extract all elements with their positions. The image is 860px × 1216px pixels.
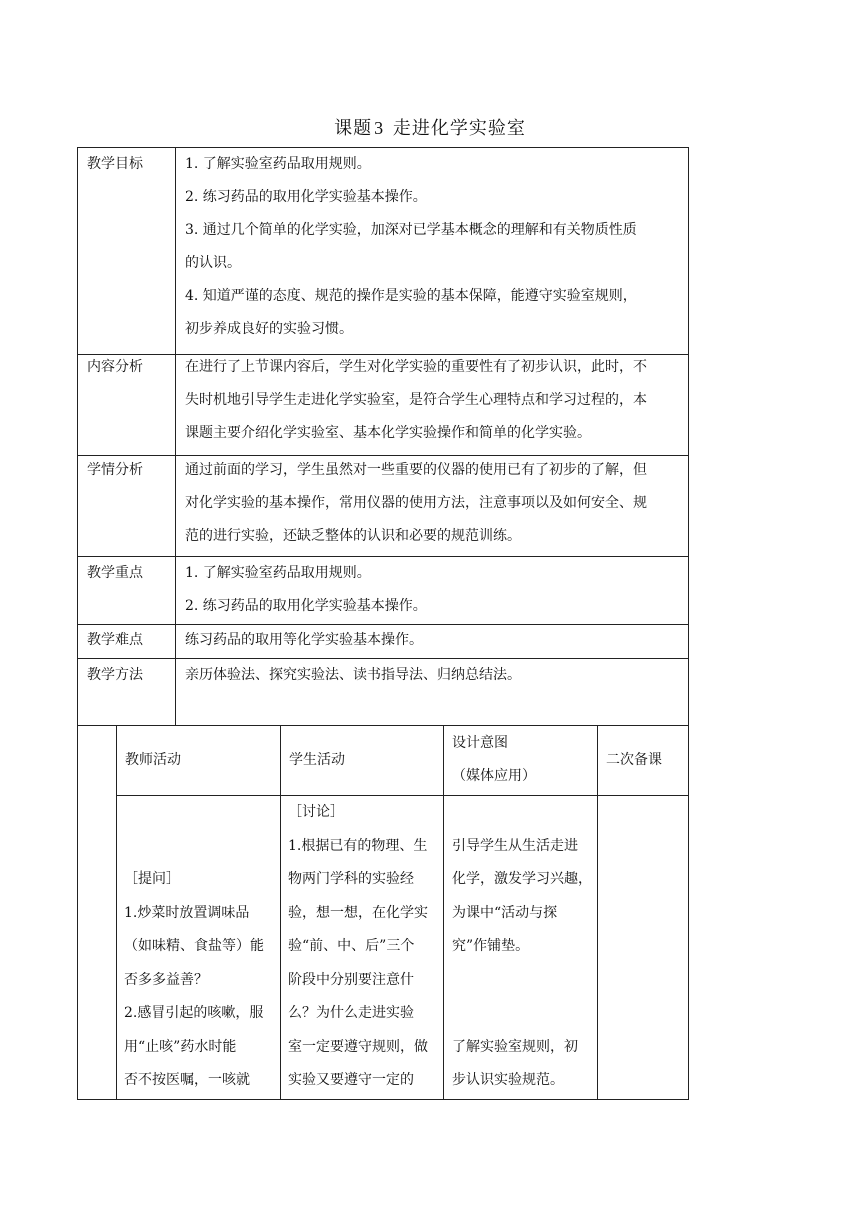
student-line: 阶段中分别要注意什 <box>288 971 414 988</box>
teacher-line: （如味精、食盐等）能 <box>124 938 264 954</box>
design-line: 了解实验室规则，初 <box>452 1038 578 1055</box>
row-label-method: 教学方法 <box>87 667 143 683</box>
goal-line: 4. 知道严谨的态度、规范的操作是实验的基本保障，能遵守实验室规则， <box>185 288 637 304</box>
student-line: 物两门学科的实验经 <box>288 871 414 887</box>
goal-line: 1. 了解实验室药品取用规则。 <box>185 156 371 172</box>
teacher-line: 1.炒菜时放置调味品 <box>124 904 250 921</box>
design-line: 引导学生从生活走进 <box>452 837 578 854</box>
border <box>443 725 444 1100</box>
design-line: 究”作铺垫。 <box>452 938 530 954</box>
teacher-line: ［提问］ <box>124 871 180 887</box>
students-analysis <box>185 454 682 553</box>
header-student: 学生活动 <box>289 752 345 768</box>
row-label-students: 学情分析 <box>87 462 143 478</box>
border <box>597 725 598 1100</box>
content-analysis <box>185 351 682 450</box>
row-label-difficulty: 教学难点 <box>87 632 143 648</box>
row-label-content: 内容分析 <box>87 359 143 375</box>
difficulty-line: 练习药品的取用等化学实验基本操作。 <box>185 632 423 648</box>
method-line: 亲历体验法、探究实验法、读书指导法、归纳总结法。 <box>185 667 521 683</box>
student-line: 验“前、中、后”三个 <box>288 938 415 954</box>
student-line: 实验又要遵守一定的 <box>288 1072 414 1088</box>
content-line: 失时机地引导学生走进化学实验室，是符合学生心理特点和学习过程的，本 <box>185 392 647 408</box>
border <box>175 147 176 725</box>
title-number: 3 <box>374 118 385 138</box>
student-line: 1.根据已有的物理、生 <box>288 837 428 854</box>
students-line: 范的进行实验，还缺乏整体的认识和必要的规范训练。 <box>185 528 521 544</box>
design-line <box>452 964 594 998</box>
teacher-activity <box>124 796 274 1098</box>
page-title <box>0 114 860 140</box>
student-line: 室一定要遵守规则，做 <box>288 1038 428 1055</box>
teaching-methods <box>185 659 682 692</box>
teacher-line: 用“止咳”药水时能 <box>124 1038 237 1055</box>
key-line: 1. 了解实验室药品取用规则。 <box>185 565 371 581</box>
border <box>77 1099 689 1100</box>
row-label-key: 教学重点 <box>87 565 143 581</box>
border <box>280 725 281 1100</box>
goal-line: 3. 通过几个简单的化学实验，加深对已学基本概念的理解和有关物质性质 <box>185 222 637 238</box>
student-line: 验，想一想，在化学实 <box>288 904 428 921</box>
header-design-media: （媒体应用） <box>452 768 536 784</box>
design-line: 步认识实验规范。 <box>452 1072 564 1088</box>
header-design: 设计意图 <box>452 735 508 751</box>
design-line <box>452 997 594 1031</box>
difficulty-points <box>185 624 682 657</box>
border <box>688 147 689 1100</box>
teacher-line <box>124 830 274 864</box>
content-line: 在进行了上节课内容后，学生对化学实验的重要性有了初步认识，此时，不 <box>185 359 647 375</box>
title-rest: 走进化学实验室 <box>392 118 526 139</box>
student-line: 么？为什么走进实验 <box>288 1005 414 1021</box>
design-intent <box>452 796 594 1098</box>
title-prefix: 课题 <box>334 118 373 139</box>
teacher-line: 2.感冒引起的咳嗽，服 <box>124 1005 264 1021</box>
key-points <box>185 557 682 623</box>
key-line: 2. 练习药品的取用化学实验基本操作。 <box>185 598 427 614</box>
design-line: 化学，激发学习兴趣， <box>452 871 592 887</box>
goal-line: 2. 练习药品的取用化学实验基本操作。 <box>185 189 427 205</box>
border <box>116 725 117 1100</box>
student-activity <box>288 796 438 1098</box>
header-backup: 二次备课 <box>606 752 662 768</box>
row-label-goal: 教学目标 <box>87 156 143 172</box>
student-line: ［讨论］ <box>288 804 344 820</box>
students-line: 通过前面的学习，学生虽然对一些重要的仪器的使用已有了初步的了解，但 <box>185 462 647 478</box>
border <box>77 147 78 1100</box>
design-line: 为课中“活动与探 <box>452 904 558 921</box>
teacher-line: 否不按医嘱，一咳就 <box>124 1072 250 1088</box>
students-line: 对化学实验的基本操作，常用仪器的使用方法，注意事项以及如何安全、规 <box>185 495 647 511</box>
design-line <box>452 796 594 830</box>
teacher-line <box>124 796 274 830</box>
goal-content <box>185 148 682 346</box>
goal-line: 初步养成良好的实验习惯。 <box>185 321 353 337</box>
goal-line: 的认识。 <box>185 255 241 271</box>
header-teacher: 教师活动 <box>125 752 181 768</box>
teacher-line: 否多多益善？ <box>124 971 208 988</box>
content-line: 课题主要介绍化学实验室、基本化学实验操作和简单的化学实验。 <box>185 425 591 441</box>
